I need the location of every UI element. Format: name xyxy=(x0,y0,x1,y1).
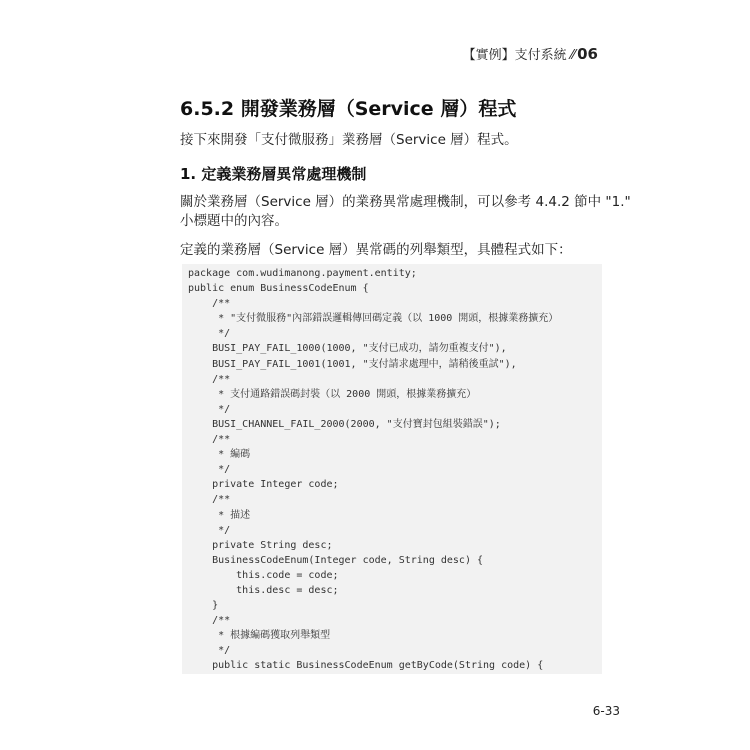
code-line: /** xyxy=(188,494,231,506)
code-line: */ xyxy=(188,524,231,536)
code-line: BUSI_CHANNEL_FAIL_2000(2000, "支付寶封包組裝錯誤"); xyxy=(188,418,501,430)
paragraph-2: 定義的業務層（Service 層）異常碼的列舉類型，具體程式如下： xyxy=(180,242,572,258)
code-line: * 支付通路錯誤碼封裝（以 2000 開頭，根據業務擴充） xyxy=(188,388,477,400)
code-line: public enum BusinessCodeEnum { xyxy=(188,283,369,295)
code-line: BusinessCodeEnum(Integer code, String desc) { xyxy=(188,554,484,566)
section-title: 6.5.2 開發業務層（Service 層）程式 xyxy=(180,98,517,120)
code-line: /** xyxy=(188,298,231,310)
paragraph-1-line-2: 小標題中的內容。 xyxy=(180,213,288,229)
paragraph-1-line-1: 關於業務層（Service 層）的業務異常處理機制，可以參考 4.4.2 節中 "1." xyxy=(180,194,631,210)
code-line: BUSI_PAY_FAIL_1001(1001, "支付請求處理中，請稍後重試"), xyxy=(188,358,517,370)
header-text: 【實例】支付系統 ⁄⁄ xyxy=(462,48,576,63)
code-line: /** xyxy=(188,373,231,385)
code-line: */ xyxy=(188,645,231,657)
code-line: */ xyxy=(188,464,231,476)
code-line: * 編碼 xyxy=(188,449,251,461)
code-line: package com.wudimanong.payment.entity; xyxy=(188,268,417,279)
code-line: */ xyxy=(188,328,231,340)
code-line: } xyxy=(188,600,219,612)
code-line: private Integer code; xyxy=(188,479,339,491)
code-line: public static BusinessCodeEnum getByCode(String code) { xyxy=(188,660,544,672)
code-line: private String desc; xyxy=(188,539,333,551)
code-line: */ xyxy=(188,403,231,415)
intro-paragraph: 接下來開發「支付微服務」業務層（Service 層）程式。 xyxy=(180,132,518,148)
code-line: /** xyxy=(188,434,231,446)
page-number: 6-33 xyxy=(592,704,620,718)
code-line: this.code = code; xyxy=(188,569,339,581)
subsection-title: 1. 定義業務層異常處理機制 xyxy=(180,165,367,183)
code-line: BUSI_PAY_FAIL_1000(1000, "支付已成功，請勿重複支付"), xyxy=(188,343,507,355)
code-line: * "支付微服務"內部錯誤邏輯傳回碼定義（以 1000 開頭，根據業務擴充） xyxy=(188,313,559,325)
code-line: * 描述 xyxy=(188,509,251,521)
code-line: /** xyxy=(188,615,231,627)
chapter-number: 06 xyxy=(577,45,598,63)
code-block xyxy=(182,264,602,674)
running-header xyxy=(463,44,598,63)
code-line: * 根據編碼獲取列舉類型 xyxy=(188,630,331,642)
code-line: this.desc = desc; xyxy=(188,584,339,596)
